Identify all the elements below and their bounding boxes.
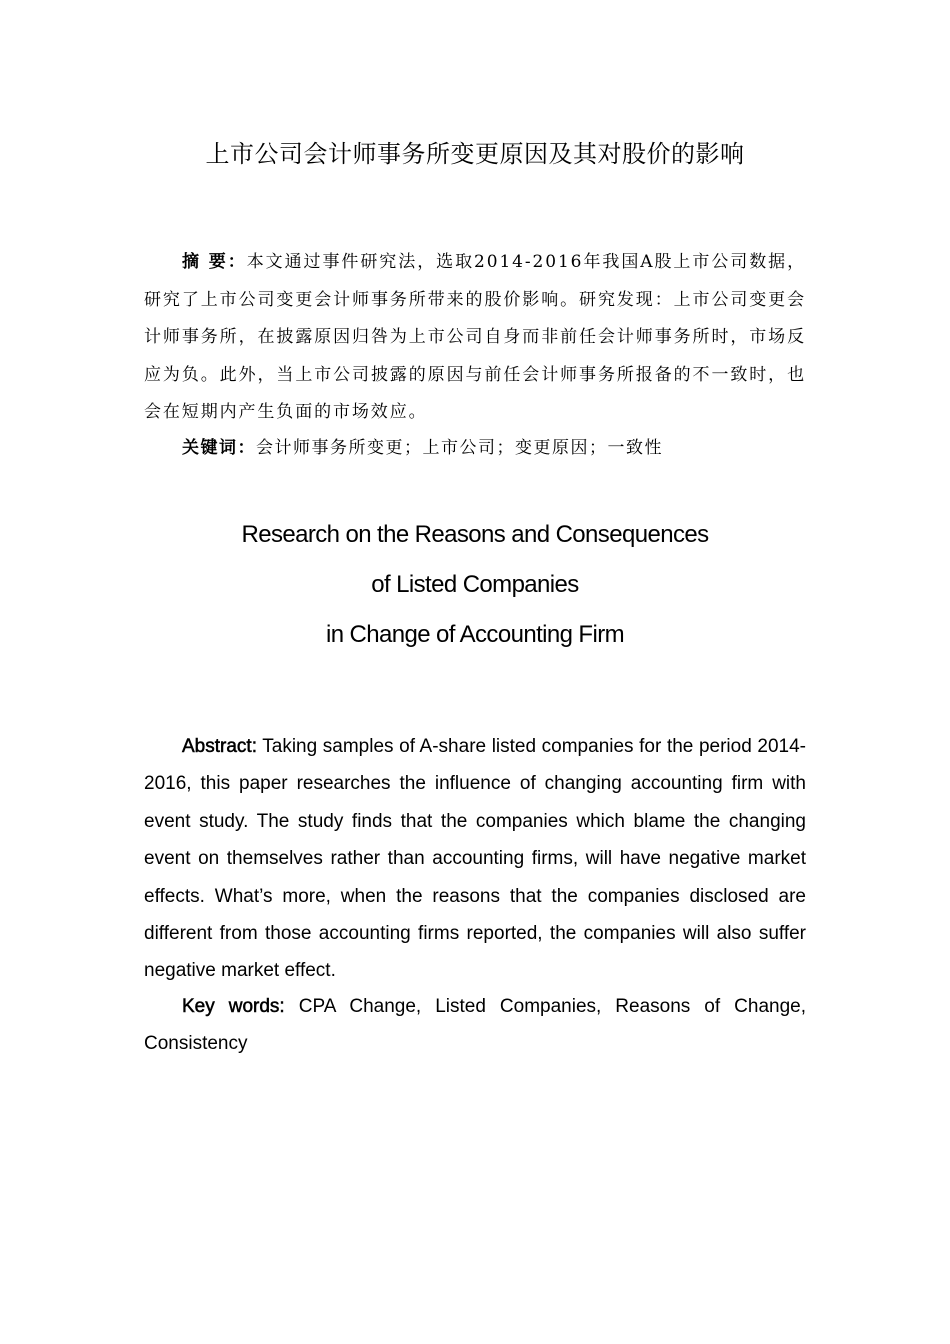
chinese-title: 上市公司会计师事务所变更原因及其对股价的影响 — [205, 140, 745, 168]
chinese-abstract — [144, 244, 806, 432]
english-title-line-3: in Change of Accounting Firm — [325, 621, 625, 648]
english-abstract-text: Taking samples of A-share listed companies for the period 2014-2016, this paper researches the influence of changing accounting firm with event study. The study finds that the companies which blame the changing event on themselves rather than accounting firms, will have negative market effects. What’s more, when the reasons that the companies disclosed are different from those accounting firms reported, the companies will also suffer negative market effect. — [144, 736, 806, 982]
chinese-keywords-label: 关键词： — [182, 438, 256, 458]
english-abstract-label: Abstract: — [182, 736, 257, 757]
english-keywords — [144, 988, 806, 1063]
chinese-keywords-text: 会计师事务所变更；上市公司；变更原因；一致性 — [256, 438, 663, 458]
chinese-abstract-text: 本文通过事件研究法，选取2014-2016年我国A股上市公司数据，研究了上市公司变更会计师事务所带来的股价影响。研究发现：上市公司变更会计师事务所，在披露原因归咎为上市公司自身而非前任会计师事务所时，市场反应为负。此外，当上市公司披露的原因与前任会计师事务所报备的不一致时，也会在短期内产生负面的市场效应。 — [144, 252, 806, 422]
english-keywords-text: CPA Change, Listed Companies, Reasons of Change, Consistency — [144, 996, 806, 1055]
english-abstract — [144, 728, 806, 990]
chinese-keywords — [144, 430, 806, 467]
english-keywords-label: Key words: — [182, 996, 285, 1017]
english-title-line-1: Research on the Reasons and Consequences — [241, 521, 709, 548]
english-title-line-2: of Listed Companies — [371, 571, 579, 598]
chinese-abstract-label: 摘 要： — [182, 252, 247, 272]
english-title — [0, 510, 950, 660]
